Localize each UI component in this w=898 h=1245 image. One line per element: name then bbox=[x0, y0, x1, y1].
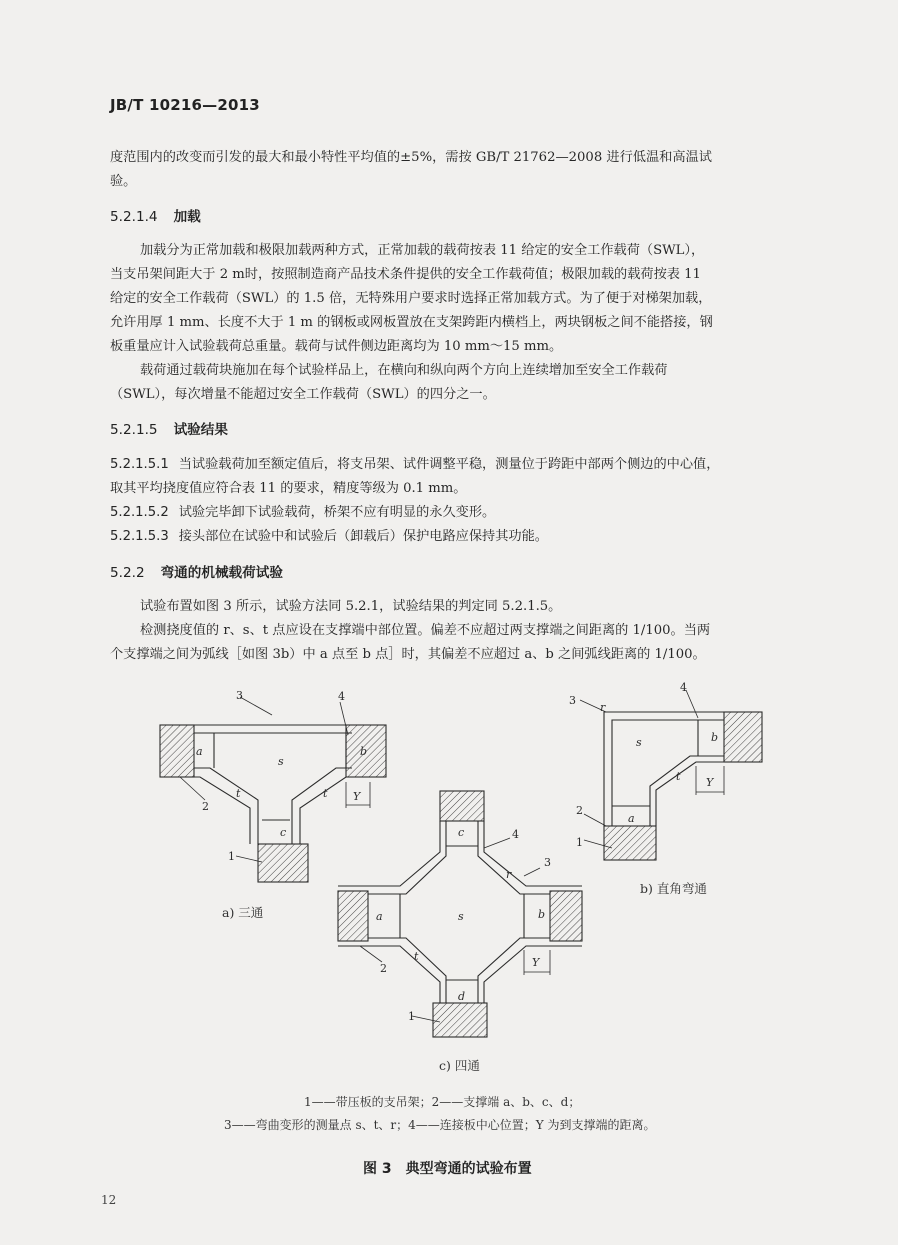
support-block bbox=[433, 1003, 487, 1037]
label-b: b bbox=[360, 745, 368, 758]
paragraph-line: 当支吊架间距大于 2 m时，按照制造商产品技术条件提供的安全工作载荷值；极限加载的载荷按表 11 bbox=[110, 267, 701, 282]
support-block bbox=[604, 826, 656, 860]
support-block bbox=[338, 891, 368, 941]
standard-code-header: JB/T 10216—2013 bbox=[110, 96, 260, 114]
figure-legend-line-2: 3——弯曲变形的测量点 s、t、r；4——连接板中心位置；Y 为到支撑端的距离。 bbox=[224, 1118, 656, 1132]
paragraph-line: 加载分为正常加载和极限加载两种方式，正常加载的载荷按表 11 给定的安全工作载荷（SWL）， bbox=[140, 243, 705, 258]
section-number: 5.2.1.5 bbox=[110, 422, 158, 438]
label-b: b bbox=[711, 731, 719, 744]
figure-title: 图 3 典型弯通的试验布置 bbox=[363, 1161, 532, 1177]
clause-text-continued: 取其平均挠度值应符合表 11 的要求，精度等级为 0.1 mm。 bbox=[110, 481, 467, 496]
label-s: s bbox=[278, 755, 284, 768]
support-block bbox=[258, 844, 308, 882]
section-title: 加载 bbox=[173, 209, 201, 225]
label-a: a bbox=[376, 910, 383, 923]
label-s: s bbox=[636, 736, 642, 749]
label-r: r bbox=[600, 701, 606, 714]
label-t: t bbox=[323, 787, 328, 800]
figure-legend-line-1: 1——带压板的支吊架；2——支撑端 a、b、c、d； bbox=[304, 1095, 581, 1109]
label-t: t bbox=[236, 787, 241, 800]
paragraph-line: 个支撑端之间为弧线［如图 3b）中 a 点至 b 点］时，其偏差不应超过 a、b 之间弧线距离的 1/100。 bbox=[110, 647, 706, 662]
callout-4: 4 bbox=[512, 828, 519, 841]
paragraph-line: （SWL），每次增量不能超过安全工作载荷（SWL）的四分之一。 bbox=[110, 387, 496, 402]
support-block bbox=[160, 725, 194, 777]
label-s: s bbox=[458, 910, 464, 923]
callout-1: 1 bbox=[408, 1010, 415, 1023]
callout-4: 4 bbox=[680, 681, 687, 694]
section-number: 5.2.2 bbox=[110, 565, 145, 581]
intro-line-1: 度范围内的改变而引发的最大和最小特性平均值的±5%，需按 GB/T 21762—2008 进行低温和高温试 bbox=[110, 150, 712, 165]
callout-1: 1 bbox=[576, 836, 583, 849]
label-c: c bbox=[280, 826, 287, 839]
clause-number: 5.2.1.5.3 bbox=[110, 529, 169, 544]
callout-3: 3 bbox=[569, 694, 576, 707]
label-d: d bbox=[458, 990, 466, 1003]
callout-3: 3 bbox=[236, 689, 243, 702]
callout-2: 2 bbox=[380, 962, 387, 975]
callout-2: 2 bbox=[576, 804, 583, 817]
clause-number: 5.2.1.5.1 bbox=[110, 457, 169, 472]
label-t: t bbox=[414, 950, 419, 963]
caption-tee: a) 三通 bbox=[222, 905, 264, 920]
callout-4: 4 bbox=[338, 690, 345, 703]
paragraph-line: 试验布置如图 3 所示，试验方法同 5.2.1，试验结果的判定同 5.2.1.5。 bbox=[140, 599, 562, 614]
paragraph-line: 允许用厚 1 mm、长度不大于 1 m 的钢板或网板置放在支架跨距内横档上，两块钢板之间不能搭接，钢 bbox=[110, 315, 713, 330]
label-Y: Y bbox=[353, 790, 361, 803]
clause-text: 试验完毕卸下试验载荷，桥架不应有明显的永久变形。 bbox=[178, 505, 496, 520]
label-c: c bbox=[458, 826, 465, 839]
support-block bbox=[724, 712, 762, 762]
support-block bbox=[440, 791, 484, 821]
page-number: 12 bbox=[101, 1193, 117, 1207]
clause-number: 5.2.1.5.2 bbox=[110, 505, 169, 520]
paragraph-line: 给定的安全工作载荷（SWL）的 1.5 倍，无特殊用户要求时选择正常加载方式。为了便于对梯架加载， bbox=[110, 291, 712, 306]
paragraph-line: 板重量应计入试验载荷总重量。载荷与试件侧边距离均为 10 mm～15 mm。 bbox=[110, 339, 563, 354]
support-block bbox=[550, 891, 582, 941]
clause-text: 接头部位在试验中和试验后（卸载后）保护电路应保持其功能。 bbox=[178, 529, 548, 544]
section-title: 弯通的机械载荷试验 bbox=[160, 565, 283, 581]
paragraph-line: 检测挠度值的 r、s、t 点应设在支撑端中部位置。偏差不应超过两支撑端之间距离的 1/100。当两 bbox=[140, 623, 711, 638]
callout-3: 3 bbox=[544, 856, 551, 869]
label-b: b bbox=[538, 908, 546, 921]
clause-text: 当试验载荷加至额定值后，将支吊架、试件调整平稳，测量位于跨距中部两个侧边的中心值， bbox=[178, 457, 720, 472]
section-number: 5.2.1.4 bbox=[110, 209, 158, 225]
label-t: t bbox=[676, 770, 681, 783]
paragraph-line: 载荷通过载荷块施加在每个试验样品上，在横向和纵向两个方向上连续增加至安全工作载荷 bbox=[140, 363, 668, 378]
section-title: 试验结果 bbox=[173, 422, 228, 438]
right-angle-elbow-diagram bbox=[580, 690, 762, 860]
callout-1: 1 bbox=[228, 850, 235, 863]
label-r: r bbox=[506, 868, 512, 881]
intro-line-2: 验。 bbox=[110, 174, 137, 189]
label-Y: Y bbox=[706, 776, 714, 789]
caption-cross: c) 四通 bbox=[439, 1058, 480, 1073]
callout-2: 2 bbox=[202, 800, 209, 813]
label-Y: Y bbox=[532, 956, 540, 969]
label-a: a bbox=[628, 812, 635, 825]
caption-elbow: b) 直角弯通 bbox=[640, 881, 707, 896]
label-a: a bbox=[196, 745, 203, 758]
